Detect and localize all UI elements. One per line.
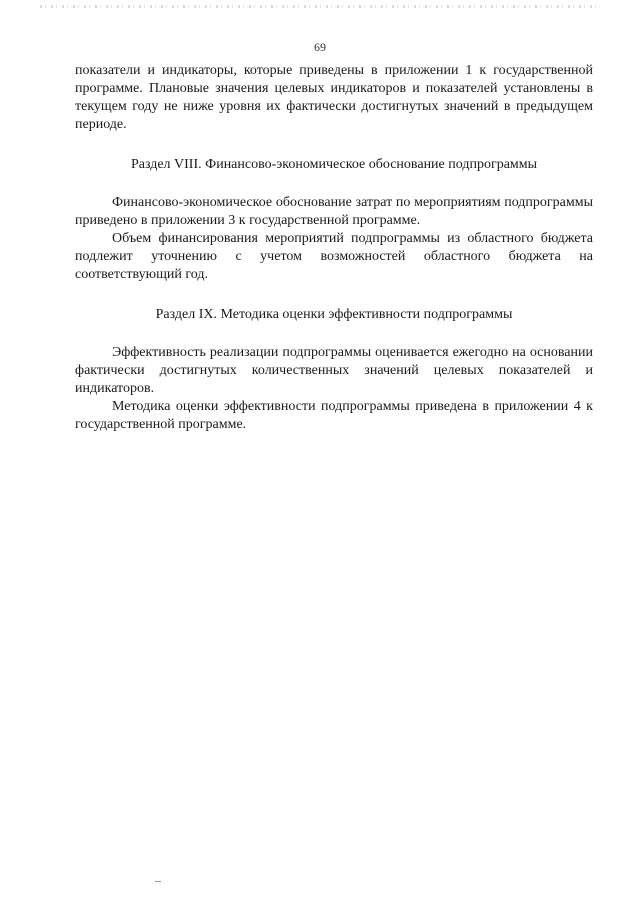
page-number: 69 bbox=[314, 40, 326, 54]
paragraph-indicators: показатели и индикаторы, которые приведены в приложении 1 к государственной программе. Плановые значения целевых индикаторов и показателей установлены в текущем году не ниже уровня их фактически достигнутых значений в предыдущем периоде. bbox=[75, 63, 593, 132]
document-body bbox=[75, 62, 593, 434]
paragraph-financial-justification: Финансово-экономическое обоснование затрат по мероприятиям подпрограммы приведено в приложении 3 к государственной программе. bbox=[75, 195, 593, 228]
scan-artifact-line bbox=[40, 5, 600, 8]
paragraph-methodology: Методика оценки эффективности подпрограммы приведена в приложении 4 к государственной программе. bbox=[75, 399, 593, 432]
paragraph-funding-volume: Объем финансирования мероприятий подпрограммы из областного бюджета подлежит уточнению с учетом возможностей областного бюджета на соответствующий год. bbox=[75, 231, 593, 282]
paragraph-efficiency: Эффективность реализации подпрограммы оценивается ежегодно на основании фактически достигнутых количественных значений целевых показателей и индикаторов. bbox=[75, 345, 593, 396]
section-8-heading: Раздел VIII. Финансово-экономическое обоснование подпрограммы bbox=[130, 157, 538, 172]
scan-artifact-mark bbox=[155, 881, 161, 882]
section-9-heading: Раздел IX. Методика оценки эффективности подпрограммы bbox=[155, 307, 513, 322]
